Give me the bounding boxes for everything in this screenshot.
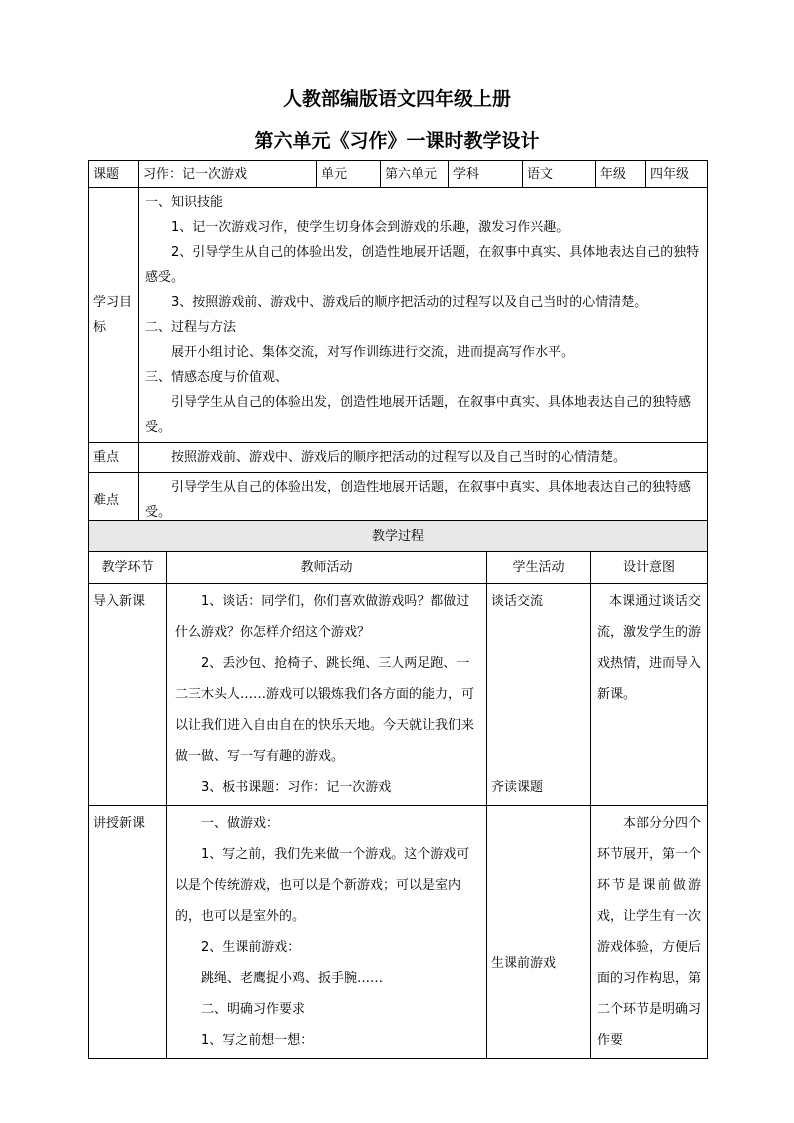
intent-text: 本课通过谈话交流，激发学生的游戏热情，进而导入新课。 bbox=[597, 594, 702, 702]
goals-item-1: 1、记一次游戏习作，使学生切身体会到游戏的乐趣，激发习作兴趣。 bbox=[171, 220, 570, 235]
intent-cell bbox=[591, 806, 708, 1059]
goals-item-2: 2、引导学生从自己的体验出发，创造性地展开话题，在叙事中真实、具体地表达自己的独特感受。 bbox=[145, 245, 700, 285]
goals-item-3: 3、按照游戏前、游戏中、游戏后的顺序把活动的过程写以及自己当时的心情清楚。 bbox=[171, 295, 648, 310]
process-band: 教学过程 bbox=[89, 521, 708, 552]
document-title: 人教部编版语文四年级上册 bbox=[282, 88, 511, 110]
teacher-step: 一、做游戏： bbox=[201, 816, 280, 831]
student-activity: 谈话交流 bbox=[491, 594, 544, 609]
student-cell bbox=[487, 806, 591, 1059]
goals-heading-2: 二、过程与方法 bbox=[145, 320, 237, 335]
student-activity: 齐读课题 bbox=[491, 780, 544, 795]
goals-heading-3: 三、情感态度与价值观、 bbox=[145, 370, 289, 385]
document-subtitle: 第六单元《习作》一课时教学设计 bbox=[254, 130, 540, 152]
student-cell bbox=[487, 584, 591, 806]
stage-cell bbox=[89, 806, 167, 1059]
header-stage: 教学环节 bbox=[89, 552, 167, 584]
teacher-cell bbox=[167, 584, 487, 806]
header-teacher: 教师活动 bbox=[167, 552, 487, 584]
subject-value: 语文 bbox=[523, 161, 596, 188]
teacher-step: 1、写之前，我们先来做一个游戏。这个游戏可以是个传统游戏，也可以是个新游戏；可以是室内的，也可以是室外的。 bbox=[175, 847, 470, 924]
topic-label: 课题 bbox=[89, 161, 139, 188]
unit-label: 单元 bbox=[317, 161, 381, 188]
teacher-step: 跳绳、老鹰捉小鸡、扳手腕…… bbox=[201, 971, 384, 986]
goals-content bbox=[139, 188, 708, 443]
key-point-label: 重点 bbox=[89, 443, 139, 473]
topic-value: 习作：记一次游戏 bbox=[139, 161, 317, 188]
teacher-step: 二、明确习作要求 bbox=[201, 1002, 306, 1017]
goals-item-4: 展开小组讨论、集体交流，对写作训练进行交流，进而提高写作水平。 bbox=[171, 345, 575, 360]
goals-label bbox=[89, 188, 139, 443]
stage-label: 讲授新课 bbox=[93, 816, 146, 831]
stage-label: 导入新课 bbox=[93, 594, 146, 609]
teacher-cell bbox=[167, 806, 487, 1059]
teacher-step: 3、板书课题：习作：记一次游戏 bbox=[201, 780, 392, 795]
grade-label: 年级 bbox=[596, 161, 646, 188]
difficulty-text: 引导学生从自己的体验出发，创造性地展开话题，在叙事中真实、具体地表达自己的独特感受。 bbox=[145, 480, 692, 520]
teacher-step: 1、谈话：同学们，你们喜欢做游戏吗？都做过什么游戏？你怎样介绍这个游戏？ bbox=[175, 594, 470, 640]
key-point-text: 按照游戏前、游戏中、游戏后的顺序把活动的过程写以及自己当时的心情清楚。 bbox=[171, 450, 627, 465]
unit-value: 第六单元 bbox=[381, 161, 449, 188]
header-student: 学生活动 bbox=[487, 552, 591, 584]
teacher-step: 1、写之前想一想： bbox=[201, 1033, 314, 1048]
goals-heading-1: 一、知识技能 bbox=[145, 195, 224, 210]
subject-label: 学科 bbox=[449, 161, 523, 188]
teaching-process-table bbox=[88, 520, 708, 1059]
grade-value: 四年级 bbox=[646, 161, 708, 188]
teacher-step: 2、生课前游戏： bbox=[201, 940, 301, 955]
intent-cell bbox=[591, 584, 708, 806]
teacher-step: 2、丢沙包、抢椅子、跳长绳、三人两足跑、一二三木头人……游戏可以锻炼我们各方面的能力，可以让我们进入自由自在的快乐天地。今天就让我们来做一做、写一写有趣的游戏。 bbox=[175, 656, 475, 764]
intent-text: 本部分分四个环节展开，第一个环节是课前做游戏，让学生有一次游戏体验，方便后面的习作构思，第二个环节是明确习作要 bbox=[597, 816, 702, 1048]
stage-cell bbox=[89, 584, 167, 806]
difficulty-label: 难点 bbox=[89, 473, 139, 528]
table-row bbox=[89, 584, 708, 806]
goals-label-text: 学习目标 bbox=[93, 295, 133, 335]
key-point-content bbox=[139, 443, 708, 473]
table-row bbox=[89, 806, 708, 1059]
goals-item-5: 引导学生从自己的体验出发，创造性地展开话题，在叙事中真实、具体地表达自己的独特感受。 bbox=[145, 395, 692, 435]
header-intent: 设计意图 bbox=[591, 552, 708, 584]
lesson-info-table bbox=[88, 160, 708, 528]
student-activity: 生课前游戏 bbox=[491, 956, 557, 971]
